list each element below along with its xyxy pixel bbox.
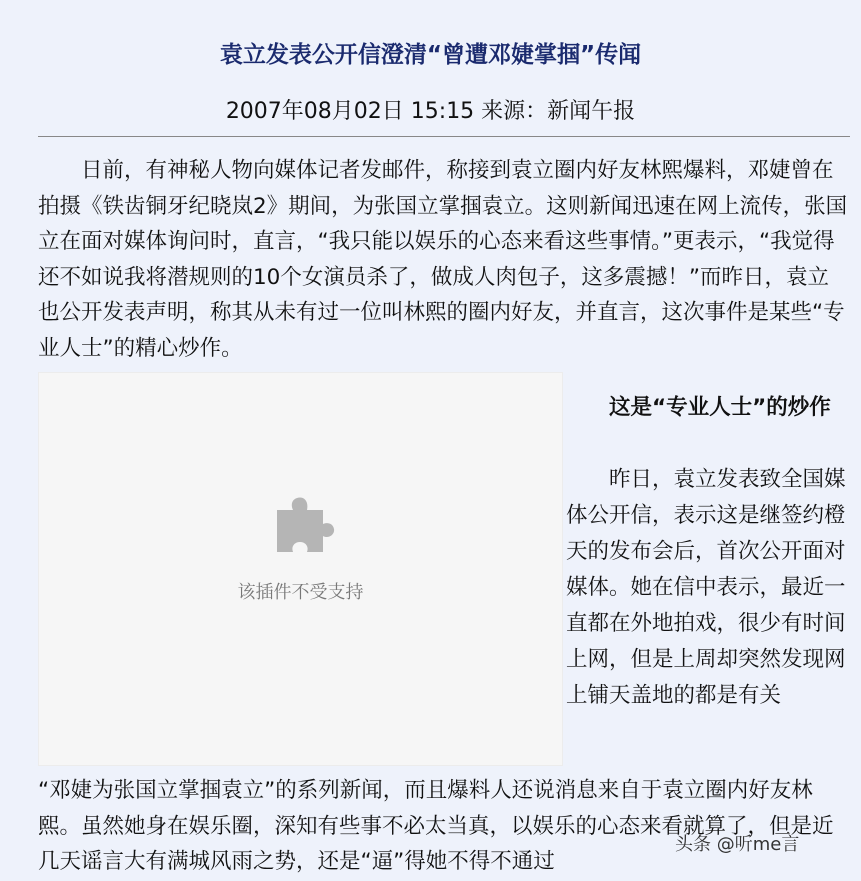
source-watermark: 头条 @听me言	[675, 834, 800, 855]
unsupported-plugin-frame[interactable]	[38, 372, 563, 766]
title-divider	[38, 136, 850, 137]
plugin-unsupported-message: 该插件不受支持	[237, 582, 364, 603]
article-meta: 2007年08月02日 15:15 来源：新闻午报	[225, 99, 636, 124]
article-paragraph-2: 昨日，袁立发表致全国媒体公开信，表示这是继签约橙天的发布会后，首次公开面对媒体。她在信中表示，最近一直都在外地拍戏，很少有时间上网，但是上周却突然发现网上铺天盖地的都是有关	[566, 467, 846, 708]
section-subheading: 这是“专业人士”的炒作	[609, 395, 831, 420]
puzzle-icon	[273, 492, 337, 556]
article-title: 袁立发表公开信澄清“曾遭邓婕掌掴”传闻	[219, 42, 642, 68]
right-column	[566, 390, 850, 714]
article-paragraph-3: “邓婕为张国立掌掴袁立”的系列新闻，而且爆料人还说消息来自于袁立圈内好友林熙。虽然她身在娱乐圈，深知有些事不必太当真，以娱乐的心态来看就算了，但是近几天谣言大有满城风雨之势，还是“逼”得她不得不通过	[38, 778, 834, 874]
article-paragraph-1: 日前，有神秘人物向媒体记者发邮件，称接到袁立圈内好友林熙爆料，邓婕曾在拍摄《铁齿铜牙纪晓岚2》期间，为张国立掌掴袁立。这则新闻迅速在网上流传，张国立在面对媒体询问时，直言，“我只能以娱乐的心态来看这些事情。”更表示，“我觉得还不如说我将潜规则的10个女演员杀了，做成人肉包子，这多震撼！”而昨日，袁立也公开发表声明，称其从未有过一位叫林熙的圈内好友，并直言，这次事件是某些“专业人士”的精心炒作。	[38, 158, 848, 361]
